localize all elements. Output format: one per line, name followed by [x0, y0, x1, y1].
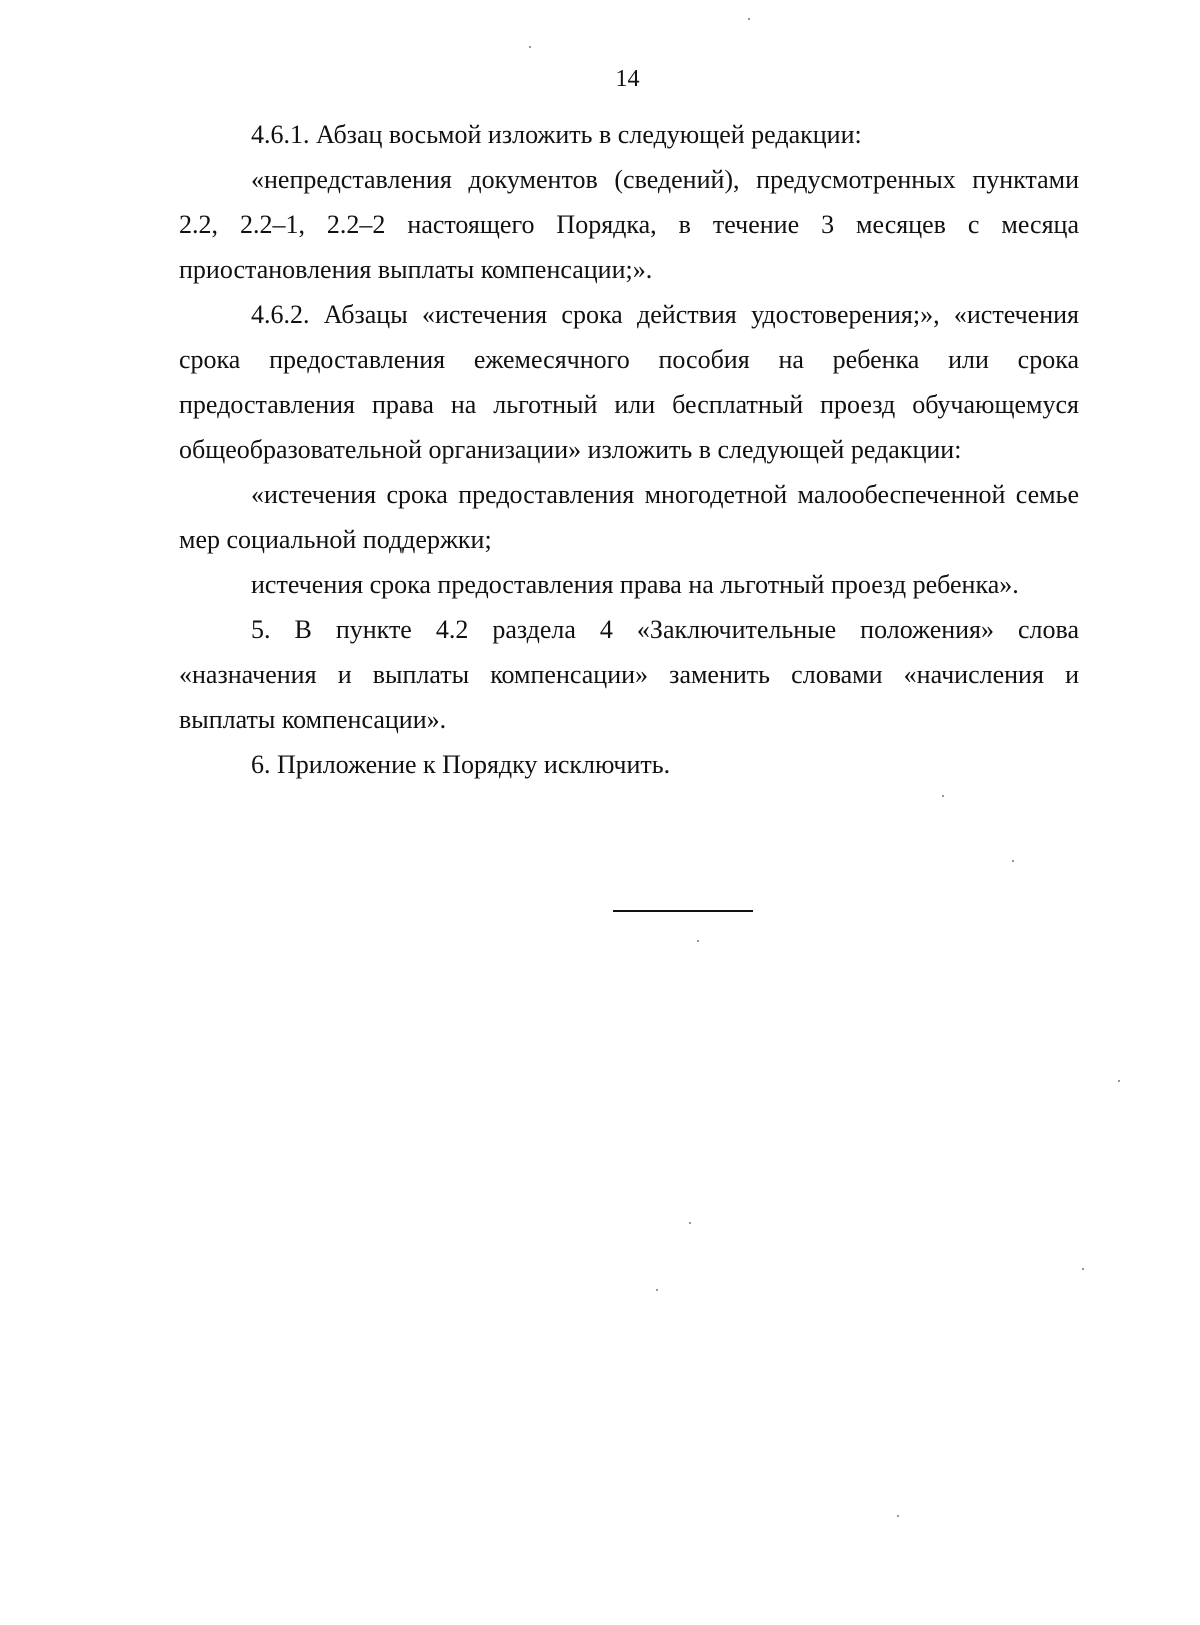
scan-speck — [689, 1222, 691, 1224]
scan-speck — [697, 940, 699, 942]
page-number: 14 — [615, 66, 640, 92]
scan-speck — [942, 795, 944, 797]
paragraph-4-6-1: 4.6.1. Абзац восьмой изложить в следующей редакции: — [251, 120, 862, 149]
scan-speck — [1118, 1080, 1120, 1082]
scan-speck — [1082, 1268, 1084, 1270]
scan-speck — [529, 46, 531, 48]
scan-speck — [897, 1515, 899, 1517]
paragraph-5: 5. В пункте 4.2 раздела 4 «Заключительные положения» слова «назначения и выплаты компенсации» заменить словами «начисления и выплаты компенсации». — [179, 615, 1079, 734]
paragraph-6: 6. Приложение к Порядку исключить. — [251, 750, 671, 779]
document-body — [179, 112, 1079, 787]
scan-speck — [748, 18, 750, 20]
scan-speck — [1012, 860, 1014, 862]
paragraph-4-6-1-text: «непредставления документов (сведений), предусмотренных пунктами 2.2, 2.2–1, 2.2–2 настоящего Порядка, в течение 3 месяцев с месяца приостановления выплаты компенсации;». — [179, 165, 1079, 284]
scan-speck — [656, 1289, 658, 1291]
paragraph-4-6-2-text-b: истечения срока предоставления права на льготный проезд ребенка». — [251, 570, 1019, 599]
paragraph-4-6-2-text-a: «истечения срока предоставления многодетной малообеспеченной семье мер социальной поддержки; — [179, 480, 1079, 554]
paragraph-4-6-2: 4.6.2. Абзацы «истечения срока действия удостоверения;», «истечения срока предоставления ежемесячного пособия на ребенка или срока предоставления права на льготный или бесплатный проезд обучающемуся общеобразовательной организации» изложить в следующей редакции: — [179, 300, 1079, 464]
end-separator-line — [613, 910, 753, 912]
